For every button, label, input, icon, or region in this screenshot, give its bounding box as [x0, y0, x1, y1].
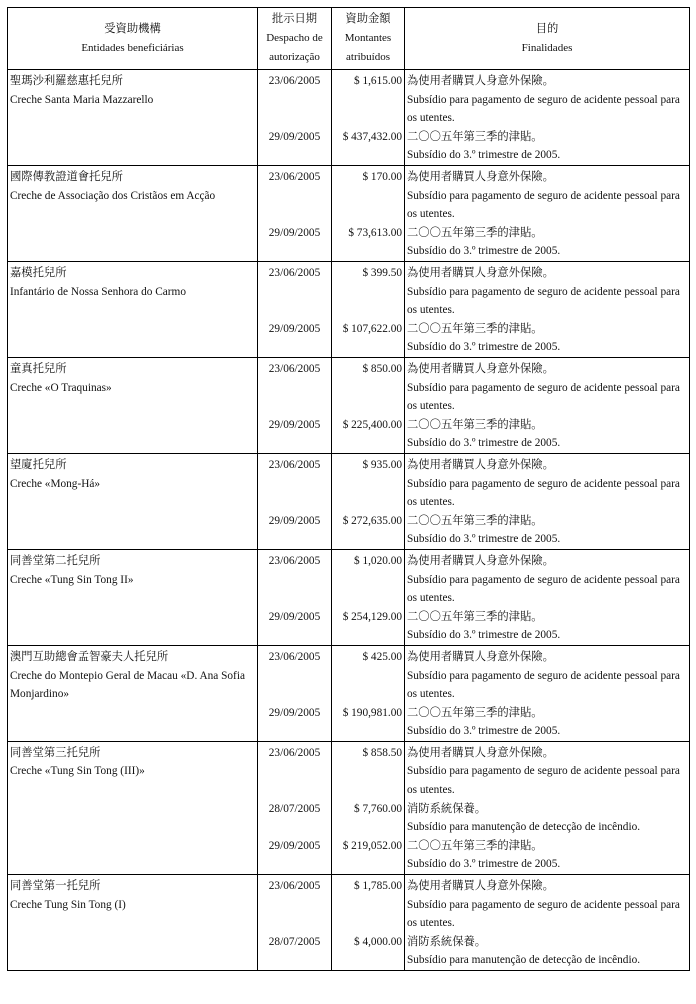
grant-amount-block: [332, 72, 404, 128]
grant-date: 23/06/2005: [268, 170, 321, 183]
header-amount: [332, 8, 405, 70]
entity-name-zh: 國際傳教證道會托兒所: [10, 170, 123, 183]
grant-block: [258, 456, 331, 512]
grant-block: [258, 264, 331, 320]
entity-cell: [8, 645, 258, 741]
table-row: [8, 261, 690, 357]
table-row: [8, 453, 690, 549]
entity-cell: [8, 741, 258, 874]
grant-amount: $ 437,432.00: [342, 130, 402, 143]
entity-name-zh: 同善堂第二托兒所: [10, 554, 101, 567]
grant-purpose-block: [405, 837, 689, 874]
grant-purpose-pt: Subsídio do 3.º trimestre de 2005.: [407, 437, 561, 450]
grant-amount-block: [332, 512, 404, 549]
grant-amount-block: [332, 552, 404, 608]
grant-block: [258, 416, 331, 453]
grant-block: [258, 837, 331, 874]
grant-amount-block: [332, 224, 404, 261]
date-cell: [258, 261, 332, 357]
grant-block: [258, 224, 331, 261]
amount-cell: [332, 165, 405, 261]
grant-purpose-zh: 為使用者購買人身意外保險。: [407, 362, 554, 375]
grant-block: [258, 72, 331, 128]
purpose-cell: [405, 549, 690, 645]
header-date: [258, 8, 332, 70]
grant-purpose-pt: Subsídio do 3.º trimestre de 2005.: [407, 149, 561, 162]
entity-name-zh: 嘉模托兒所: [10, 266, 67, 279]
grant-purpose-block: [405, 877, 689, 933]
grant-amount-block: [332, 648, 404, 704]
grant-purpose-zh: 為使用者購買人身意外保險。: [407, 650, 554, 663]
header-entity-zh: 受資助機構: [104, 22, 161, 35]
grant-block: [258, 800, 331, 837]
grant-date: 28/07/2005: [268, 935, 321, 948]
purpose-cell: [405, 741, 690, 874]
amount-cell: [332, 875, 405, 971]
grant-date: 29/09/2005: [268, 322, 321, 335]
date-cell: [258, 875, 332, 971]
grant-amount: $ 850.00: [362, 362, 402, 375]
table-header-row: [8, 8, 690, 70]
entity-name-pt: Creche do Montepio Geral de Macau «D. Ana Sofia Monjardino»: [10, 669, 245, 701]
grant-purpose-pt: Subsídio do 3.º trimestre de 2005.: [407, 629, 561, 642]
purpose-cell: [405, 357, 690, 453]
entity-cell: [8, 70, 258, 166]
grant-purpose-block: [405, 933, 689, 970]
purpose-cell: [405, 261, 690, 357]
grant-purpose-pt: Subsídio para pagamento de seguro de acidente pessoal para os utentes.: [407, 573, 680, 605]
grant-purpose-zh: 為使用者購買人身意外保險。: [407, 458, 554, 471]
grant-amount-block: [332, 128, 404, 165]
grant-amount-block: [332, 264, 404, 320]
grant-amount: $ 7,760.00: [353, 802, 402, 815]
grant-block: [258, 168, 331, 224]
grant-purpose-zh: 為使用者購買人身意外保險。: [407, 266, 554, 279]
amount-cell: [332, 70, 405, 166]
purpose-cell: [405, 70, 690, 166]
grant-purpose-zh: 二〇〇五年第三季的津貼。: [407, 418, 543, 431]
grant-amount-block: [332, 877, 404, 933]
grant-amount-block: [332, 800, 404, 837]
grant-purpose-block: [405, 552, 689, 608]
grant-block: [258, 320, 331, 357]
grant-amount-block: [332, 837, 404, 874]
grant-purpose-block: [405, 168, 689, 224]
amount-cell: [332, 741, 405, 874]
grant-block: [258, 704, 331, 741]
grant-purpose-zh: 為使用者購買人身意外保險。: [407, 746, 554, 759]
amount-cell: [332, 645, 405, 741]
header-amount-pt2: atribuídos: [346, 51, 390, 63]
grant-purpose-zh: 消防系統保養。: [407, 935, 487, 948]
grant-date: 23/06/2005: [268, 880, 321, 893]
grant-purpose-pt: Subsídio para pagamento de seguro de acidente pessoal para os utentes.: [407, 477, 680, 509]
amount-cell: [332, 549, 405, 645]
purpose-cell: [405, 453, 690, 549]
grant-block: [258, 648, 331, 704]
grant-purpose-pt: Subsídio para pagamento de seguro de acidente pessoal para os utentes.: [407, 898, 680, 930]
grant-amount: $ 1,785.00: [353, 880, 402, 893]
table-row: [8, 645, 690, 741]
grant-amount: $ 272,635.00: [342, 514, 402, 527]
grant-purpose-block: [405, 744, 689, 800]
grant-block: [258, 552, 331, 608]
entity-name-zh: 童真托兒所: [10, 362, 67, 375]
date-cell: [258, 453, 332, 549]
date-cell: [258, 549, 332, 645]
grant-date: 29/09/2005: [268, 418, 321, 431]
subsidy-table: [7, 7, 690, 971]
header-date-pt2: autorização: [269, 51, 320, 63]
grant-purpose-pt: Subsídio para pagamento de seguro de acidente pessoal para os utentes.: [407, 93, 680, 125]
grant-amount-block: [332, 416, 404, 453]
grant-block: [258, 128, 331, 165]
grant-amount: $ 73,613.00: [348, 226, 402, 239]
header-amount-zh: 資助金額: [345, 13, 391, 25]
grant-purpose-pt: Subsídio para manutenção de detecção de incêndio.: [407, 954, 641, 967]
grant-purpose-pt: Subsídio para pagamento de seguro de acidente pessoal para os utentes.: [407, 189, 680, 221]
grant-purpose-pt: Subsídio do 3.º trimestre de 2005.: [407, 341, 561, 354]
table-row: [8, 165, 690, 261]
grant-purpose-block: [405, 128, 689, 165]
date-cell: [258, 357, 332, 453]
entity-cell: [8, 549, 258, 645]
grant-purpose-zh: 二〇〇五年第三季的津貼。: [407, 706, 543, 719]
grant-amount: $ 858.50: [362, 746, 402, 759]
grant-amount: $ 190,981.00: [342, 706, 402, 719]
header-purpose-pt: Finalidades: [521, 41, 573, 54]
grant-purpose-zh: 為使用者購買人身意外保險。: [407, 554, 554, 567]
grant-date: 29/09/2005: [268, 839, 321, 852]
grant-amount: $ 254,129.00: [342, 610, 402, 623]
purpose-cell: [405, 165, 690, 261]
grant-amount-block: [332, 456, 404, 512]
grant-amount: $ 225,400.00: [342, 418, 402, 431]
table-row: [8, 549, 690, 645]
date-cell: [258, 645, 332, 741]
grant-purpose-zh: 二〇〇五年第三季的津貼。: [407, 226, 543, 239]
header-entity: [8, 8, 258, 70]
grant-purpose-block: [405, 360, 689, 416]
grant-purpose-pt: Subsídio para pagamento de seguro de acidente pessoal para os utentes.: [407, 285, 680, 317]
table-row: [8, 741, 690, 874]
grant-date: 28/07/2005: [268, 802, 321, 815]
grant-amount-block: [332, 320, 404, 357]
grant-purpose-pt: Subsídio do 3.º trimestre de 2005.: [407, 725, 561, 738]
grant-amount-block: [332, 704, 404, 741]
entity-name-pt: Creche «O Traquinas»: [10, 381, 112, 394]
entity-name-pt: Infantário de Nossa Senhora do Carmo: [10, 285, 186, 298]
entity-cell: [8, 875, 258, 971]
grant-purpose-block: [405, 264, 689, 320]
grant-amount-block: [332, 168, 404, 224]
header-purpose-zh: 目的: [535, 22, 559, 35]
header-amount-pt1: Montantes: [344, 32, 392, 44]
table-row: [8, 70, 690, 166]
grant-amount: $ 107,622.00: [342, 322, 402, 335]
grant-purpose-pt: Subsídio para manutenção de detecção de incêndio.: [407, 821, 641, 834]
grant-purpose-zh: 二〇〇五年第三季的津貼。: [407, 322, 543, 335]
header-purpose: [405, 8, 690, 70]
header-entity-pt: Entidades beneficiárias: [81, 41, 184, 54]
grant-purpose-pt: Subsídio para pagamento de seguro de acidente pessoal para os utentes.: [407, 669, 680, 701]
grant-date: 23/06/2005: [268, 266, 321, 279]
grant-purpose-zh: 為使用者購買人身意外保險。: [407, 880, 554, 893]
entity-name-zh: 澳門互助總會孟智豪夫人托兒所: [10, 650, 169, 663]
grant-block: [258, 877, 331, 933]
grant-purpose-block: [405, 608, 689, 645]
grant-purpose-block: [405, 224, 689, 261]
grant-purpose-zh: 二〇〇五年第三季的津貼。: [407, 514, 543, 527]
entity-name-pt: Creche «Mong-Há»: [10, 477, 101, 490]
grant-purpose-pt: Subsídio para pagamento de seguro de acidente pessoal para os utentes.: [407, 381, 680, 413]
grant-date: 23/06/2005: [268, 458, 321, 471]
grant-amount: $ 1,615.00: [353, 75, 402, 87]
entity-cell: [8, 453, 258, 549]
entity-name-pt: Creche de Associação dos Cristãos em Acção: [10, 189, 216, 202]
grant-amount: $ 399.50: [362, 266, 402, 279]
grant-date: 29/09/2005: [268, 610, 321, 623]
grant-purpose-zh: 消防系統保養。: [407, 802, 487, 815]
grant-amount-block: [332, 744, 404, 800]
grant-purpose-pt: Subsídio para pagamento de seguro de acidente pessoal para os utentes.: [407, 765, 680, 797]
grant-amount: $ 1,020.00: [353, 554, 402, 567]
grant-date: 23/06/2005: [268, 75, 321, 87]
grant-date: 23/06/2005: [268, 650, 321, 663]
grant-amount: $ 4,000.00: [353, 935, 402, 948]
grant-amount-block: [332, 933, 404, 970]
grant-block: [258, 512, 331, 549]
grant-purpose-block: [405, 456, 689, 512]
grant-amount: $ 425.00: [362, 650, 402, 663]
amount-cell: [332, 357, 405, 453]
grant-purpose-block: [405, 320, 689, 357]
grant-purpose-pt: Subsídio do 3.º trimestre de 2005.: [407, 245, 561, 258]
grant-purpose-zh: 二〇〇五年第三季的津貼。: [407, 610, 543, 623]
grant-date: 23/06/2005: [268, 746, 321, 759]
grant-block: [258, 744, 331, 800]
grant-block: [258, 933, 331, 970]
header-date-pt1: Despacho de: [266, 32, 323, 44]
entity-name-zh: 望廈托兒所: [10, 458, 67, 471]
date-cell: [258, 741, 332, 874]
table-row: [8, 357, 690, 453]
grant-date: 29/09/2005: [268, 706, 321, 719]
date-cell: [258, 165, 332, 261]
grant-purpose-pt: Subsídio do 3.º trimestre de 2005.: [407, 858, 561, 871]
grant-date: 29/09/2005: [268, 514, 321, 527]
grant-amount-block: [332, 608, 404, 645]
grant-purpose-block: [405, 704, 689, 741]
entity-name-zh: 同善堂第三托兒所: [10, 746, 101, 759]
grant-purpose-block: [405, 72, 689, 128]
grant-date: 29/09/2005: [268, 226, 321, 239]
grant-date: 23/06/2005: [268, 554, 321, 567]
grant-purpose-zh: 為使用者購買人身意外保險。: [407, 75, 554, 87]
entity-cell: [8, 357, 258, 453]
table-body: [8, 70, 690, 971]
table-row: [8, 875, 690, 971]
grant-purpose-block: [405, 416, 689, 453]
grant-block: [258, 360, 331, 416]
amount-cell: [332, 261, 405, 357]
entity-cell: [8, 165, 258, 261]
grant-amount-block: [332, 360, 404, 416]
entity-name-pt: Creche «Tung Sin Tong II»: [10, 573, 134, 586]
entity-name-zh: 聖瑪沙利羅慈惠托兒所: [10, 75, 123, 87]
purpose-cell: [405, 875, 690, 971]
grant-purpose-block: [405, 800, 689, 837]
date-cell: [258, 70, 332, 166]
entity-cell: [8, 261, 258, 357]
grant-date: 23/06/2005: [268, 362, 321, 375]
purpose-cell: [405, 645, 690, 741]
grant-block: [258, 608, 331, 645]
grant-amount: $ 170.00: [362, 170, 402, 183]
grant-purpose-zh: 二〇〇五年第三季的津貼。: [407, 130, 543, 143]
grant-purpose-block: [405, 648, 689, 704]
amount-cell: [332, 453, 405, 549]
grant-amount: $ 935.00: [362, 458, 402, 471]
grant-amount: $ 219,052.00: [342, 839, 402, 852]
grant-purpose-pt: Subsídio do 3.º trimestre de 2005.: [407, 533, 561, 546]
entity-name-pt: Creche Santa Maria Mazzarello: [10, 93, 154, 106]
entity-name-pt: Creche «Tung Sin Tong (III)»: [10, 765, 145, 778]
grant-purpose-zh: 二〇〇五年第三季的津貼。: [407, 839, 543, 852]
grant-purpose-block: [405, 512, 689, 549]
grant-date: 29/09/2005: [268, 130, 321, 143]
entity-name-pt: Creche Tung Sin Tong (I): [10, 898, 126, 911]
entity-name-zh: 同善堂第一托兒所: [10, 880, 101, 893]
header-date-zh: 批示日期: [271, 13, 318, 25]
grant-purpose-zh: 為使用者購買人身意外保險。: [407, 170, 554, 183]
